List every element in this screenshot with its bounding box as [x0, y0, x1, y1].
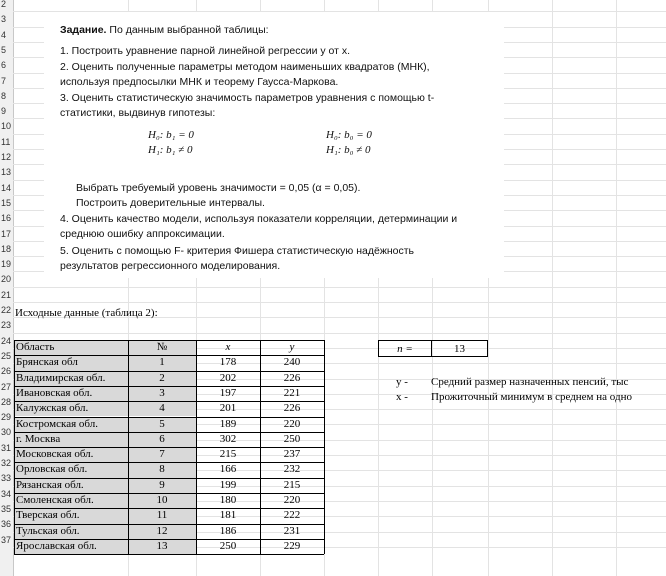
- row-number[interactable]: 10: [1, 121, 12, 132]
- cell-region[interactable]: Рязанская обл.: [14, 478, 128, 493]
- table-border: [14, 340, 324, 341]
- cell-number[interactable]: 7: [128, 447, 196, 462]
- n-label-cell[interactable]: n =: [378, 340, 432, 357]
- hypothesis-h1-b0: H₁: b₀ ≠ 0: [326, 144, 371, 156]
- row-number[interactable]: 30: [1, 427, 12, 438]
- y-legend-text[interactable]: Средний размер назначенных пенсий, тыс: [431, 376, 629, 388]
- table-border: [14, 508, 324, 509]
- cell-x[interactable]: 180: [219, 494, 237, 506]
- row-number[interactable]: 14: [1, 182, 12, 193]
- cell-region[interactable]: Ивановская обл.: [14, 386, 128, 401]
- table-border: [14, 401, 324, 402]
- hypothesis-h0-b1: H₀: b₁ = 0: [148, 129, 194, 141]
- table-border: [128, 340, 129, 554]
- row-number[interactable]: 11: [1, 136, 11, 147]
- row-number[interactable]: 15: [1, 197, 12, 208]
- cell-x[interactable]: 186: [219, 524, 237, 537]
- table-border: [14, 493, 324, 494]
- row-number[interactable]: 3: [1, 14, 7, 25]
- row-gridline: [13, 333, 666, 334]
- row-number[interactable]: 20: [1, 274, 12, 285]
- x-legend-key[interactable]: x -: [396, 391, 408, 403]
- cell-x[interactable]: 250: [219, 539, 237, 552]
- y-legend-key[interactable]: y -: [396, 376, 408, 388]
- row-number[interactable]: 22: [1, 305, 12, 315]
- header-y[interactable]: y: [289, 341, 295, 353]
- header-x[interactable]: x: [225, 341, 231, 353]
- row-number[interactable]: 23: [1, 320, 12, 331]
- cell-region[interactable]: Смоленская обл.: [14, 493, 128, 508]
- row-number[interactable]: 25: [1, 350, 12, 361]
- task-item-5-cont: результатов регрессионного моделирования.: [60, 260, 281, 272]
- row-number[interactable]: 37: [1, 534, 12, 545]
- cell-region[interactable]: Тверская обл.: [14, 508, 128, 523]
- cell-region[interactable]: Калужская обл.: [14, 401, 128, 416]
- row-number[interactable]: 8: [1, 90, 7, 101]
- column-gridline: [552, 0, 553, 576]
- cell-region[interactable]: Брянская обл: [14, 355, 128, 370]
- task-description: [44, 12, 504, 278]
- row-number[interactable]: 2: [1, 0, 7, 9]
- cell-x[interactable]: 197: [219, 386, 237, 399]
- cell-y[interactable]: 240: [283, 356, 301, 369]
- task-item-1: 1. Построить уравнение парной линейной регрессии y от x.: [60, 45, 351, 57]
- cell-x[interactable]: 199: [219, 478, 237, 491]
- cell-y[interactable]: 222: [283, 509, 301, 522]
- cell-number[interactable]: 8: [128, 462, 196, 477]
- row-number[interactable]: 33: [1, 473, 12, 484]
- cell-number[interactable]: 10: [128, 493, 196, 508]
- row-number[interactable]: 18: [1, 243, 12, 254]
- cell-region[interactable]: Тульская обл.: [14, 524, 128, 539]
- row-number[interactable]: 36: [1, 519, 12, 530]
- cell-number[interactable]: 6: [128, 432, 196, 447]
- row-number[interactable]: 4: [1, 29, 7, 40]
- cell-x[interactable]: 178: [219, 356, 237, 369]
- cell-x[interactable]: 181: [219, 509, 237, 522]
- cell-y[interactable]: 237: [283, 448, 301, 461]
- cell-y[interactable]: 221: [283, 386, 301, 399]
- header-number[interactable]: №: [128, 340, 196, 355]
- row-number[interactable]: 9: [1, 106, 7, 117]
- task-item-4: 4. Оценить качество модели, используя показатели корреляции, детерминации и: [60, 213, 458, 225]
- row-number[interactable]: 28: [1, 396, 12, 407]
- cell-number[interactable]: 5: [128, 417, 196, 432]
- confidence-intervals: Построить доверительные интервалы.: [76, 197, 265, 209]
- row-gridline: [13, 287, 666, 288]
- cell-y[interactable]: 226: [283, 371, 301, 384]
- row-number[interactable]: 6: [1, 60, 7, 71]
- row-number[interactable]: 34: [1, 488, 12, 499]
- table-border: [260, 340, 261, 554]
- cell-number[interactable]: 1: [128, 355, 196, 370]
- table-border: [14, 432, 324, 433]
- row-number[interactable]: 19: [1, 259, 12, 270]
- row-number[interactable]: 16: [1, 213, 12, 224]
- cell-region[interactable]: Костромская обл.: [14, 417, 128, 432]
- table-border: [324, 340, 325, 554]
- row-number[interactable]: 26: [1, 366, 12, 377]
- row-number[interactable]: 5: [1, 44, 7, 55]
- hypothesis-h1-b1: H₁: b₁ ≠ 0: [148, 144, 193, 156]
- row-number[interactable]: 17: [1, 228, 12, 239]
- row-number[interactable]: 21: [1, 289, 12, 300]
- table-border: [14, 355, 324, 356]
- table-border: [14, 371, 324, 372]
- cell-region[interactable]: Московская обл.: [14, 447, 128, 462]
- table-border: [196, 340, 197, 554]
- table-border: [14, 447, 324, 448]
- table-border: [14, 524, 324, 525]
- cell-y[interactable]: 229: [283, 539, 301, 552]
- row-number[interactable]: 31: [1, 442, 12, 453]
- significance-level: Выбрать требуемый уровень значимости = 0,05 (α = 0,05).: [76, 182, 361, 194]
- task-item-3: 3. Оценить статистическую значимость параметров уравнения с помощью t-: [60, 92, 435, 104]
- row-number[interactable]: 27: [1, 381, 12, 392]
- cell-x[interactable]: 166: [219, 463, 237, 476]
- table-border: [14, 478, 324, 479]
- task-item-2-cont: используя предпосылки МНК и теорему Гаусса-Маркова.: [60, 76, 339, 88]
- row-number[interactable]: 35: [1, 503, 12, 514]
- cell-x[interactable]: 302: [219, 432, 237, 445]
- header-region[interactable]: Область: [14, 340, 128, 355]
- task-item-5: 5. Оценить с помощью F- критерия Фишера статистическую надёжность: [60, 245, 415, 257]
- cell-number[interactable]: 11: [128, 508, 196, 523]
- table-border: [14, 539, 324, 540]
- cell-x[interactable]: 201: [219, 402, 237, 415]
- cell-number[interactable]: 9: [128, 478, 196, 493]
- cell-y[interactable]: 226: [283, 402, 301, 415]
- cell-region[interactable]: Ярославская обл.: [14, 539, 128, 554]
- row-number[interactable]: 32: [1, 458, 12, 468]
- cell-x[interactable]: 202: [219, 371, 237, 384]
- cell-x[interactable]: 215: [219, 448, 237, 461]
- row-gridline: [13, 302, 666, 303]
- row-number[interactable]: 24: [1, 335, 12, 346]
- cell-y[interactable]: 250: [283, 432, 301, 445]
- cell-x[interactable]: 189: [219, 417, 237, 430]
- n-value-cell[interactable]: 13: [431, 340, 488, 357]
- x-legend-text[interactable]: Прожиточный минимум в среднем на одно: [431, 391, 632, 403]
- cell-y[interactable]: 220: [283, 494, 301, 506]
- cell-region[interactable]: Владимирская обл.: [14, 371, 128, 386]
- table-border: [14, 417, 324, 418]
- cell-y[interactable]: 215: [283, 478, 301, 491]
- task-item-4-cont: среднюю ошибку аппроксимации.: [60, 228, 225, 240]
- cell-y[interactable]: 232: [283, 463, 301, 476]
- cell-y[interactable]: 231: [283, 524, 301, 537]
- cell-y[interactable]: 220: [283, 417, 301, 430]
- cell-number[interactable]: 4: [128, 401, 196, 416]
- cell-region[interactable]: Орловская обл.: [14, 462, 128, 477]
- cell-number[interactable]: 3: [128, 386, 196, 401]
- table-border: [14, 462, 324, 463]
- cell-region[interactable]: г. Москва: [14, 432, 128, 447]
- table-border: [14, 554, 324, 555]
- cell-number[interactable]: 12: [128, 524, 196, 539]
- table-border: [14, 340, 15, 554]
- cell-number[interactable]: 2: [128, 371, 196, 386]
- cell-number[interactable]: 13: [128, 539, 196, 554]
- row-number[interactable]: 7: [1, 75, 7, 86]
- table-border: [14, 386, 324, 387]
- task-item-3-cont: статистики, выдвинув гипотезы:: [60, 107, 216, 119]
- source-data-label[interactable]: Исходные данные (таблица 2):: [15, 307, 158, 319]
- row-number[interactable]: 13: [1, 167, 12, 178]
- task-title: Задание. По данным выбранной таблицы:: [60, 24, 269, 36]
- task-item-2: 2. Оценить полученные параметры методом наименьших квадратов (МНК),: [60, 61, 430, 73]
- row-number[interactable]: 29: [1, 412, 12, 423]
- hypothesis-h0-b0: H₀: b₀ = 0: [326, 129, 372, 141]
- column-gridline: [616, 0, 617, 576]
- row-number[interactable]: 12: [1, 152, 12, 162]
